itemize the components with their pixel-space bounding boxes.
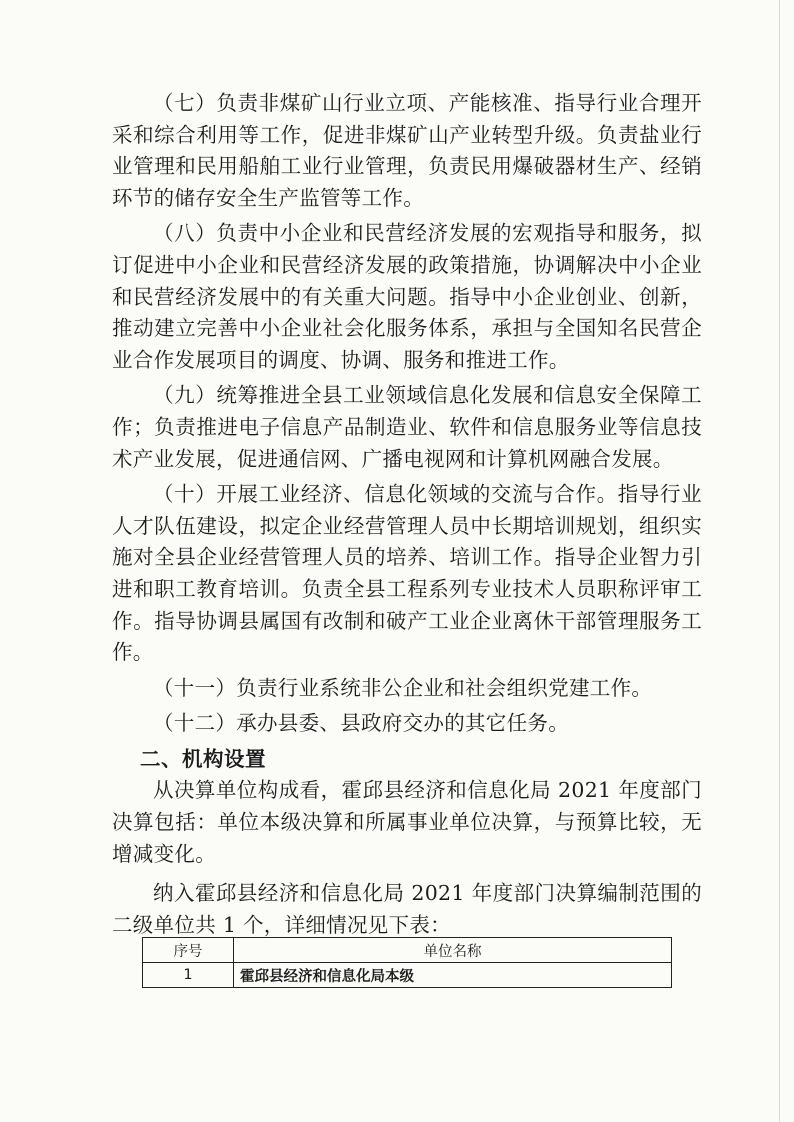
unit-table-container — [142, 937, 672, 988]
paragraph-composition: 从决算单位构成看，霍邱县经济和信息化局 2021 年度部门决算包括：单位本级决算和所属事业单位决算，与预算比较，无增减变化。 — [112, 778, 702, 866]
paragraph-12: （十二）承办县委、县政府交办的其它任务。 — [153, 711, 569, 736]
paragraph-10: （十）开展工业经济、信息化领域的交流与合作。指导行业人才队伍建设，拟定企业经营管理人员中长期培训规划，组织实施对全县企业经营管理人员的培养、培训工作。指导企业智力引进和职工教育培训。负责全县工程系列专业技术人员职称评审工作。指导协调县属国有改制和破产工业企业离休干部管理服务工作。 — [112, 482, 702, 665]
paragraph-11: （十一）负责行业系统非公企业和社会组织党建工作。 — [153, 675, 653, 700]
paragraph-8: （八）负责中小企业和民营经济发展的宏观指导和服务，拟订促进中小企业和民营经济发展的政策措施，协调解决中小企业和民营经济发展中的有关重大问题。指导中小企业创业、创新，推动建立完善中小企业社会化服务体系，承担与全国知名民营企业合作发展项目的调度、协调、服务和推进工作。 — [112, 221, 702, 372]
paragraph-7: （七）负责非煤矿山行业立项、产能核准、指导行业合理开采和综合利用等工作，促进非煤矿山产业转型升级。负责盐业行业管理和民用船舶工业行业管理，负责民用爆破器材生产、经销环节的储存安全生产监管等工作。 — [112, 91, 702, 210]
cell-unit-name: 霍邱县经济和信息化局本级 — [234, 963, 672, 988]
section-heading: 二、机构设置 — [140, 746, 266, 771]
paragraph-9: （九）统筹推进全县工业领域信息化发展和信息安全保障工作；负责推进电子信息产品制造业、软件和信息服务业等信息技术产业发展，促进通信网、广播电视网和计算机网融合发展。 — [112, 383, 702, 471]
table-row — [143, 963, 672, 988]
paragraph-scope: 纳入霍邱县经济和信息化局 2021 年度部门决算编制范围的二级单位共 1 个，详细情况见下表： — [112, 881, 702, 937]
document-body — [112, 88, 702, 941]
header-unit-name: 单位名称 — [234, 938, 672, 963]
scan-edge-line — [779, 0, 780, 1122]
cell-serial-number: 1 — [143, 963, 234, 988]
header-serial-number: 序号 — [143, 938, 234, 963]
unit-table — [142, 937, 672, 988]
table-header-row — [143, 938, 672, 963]
